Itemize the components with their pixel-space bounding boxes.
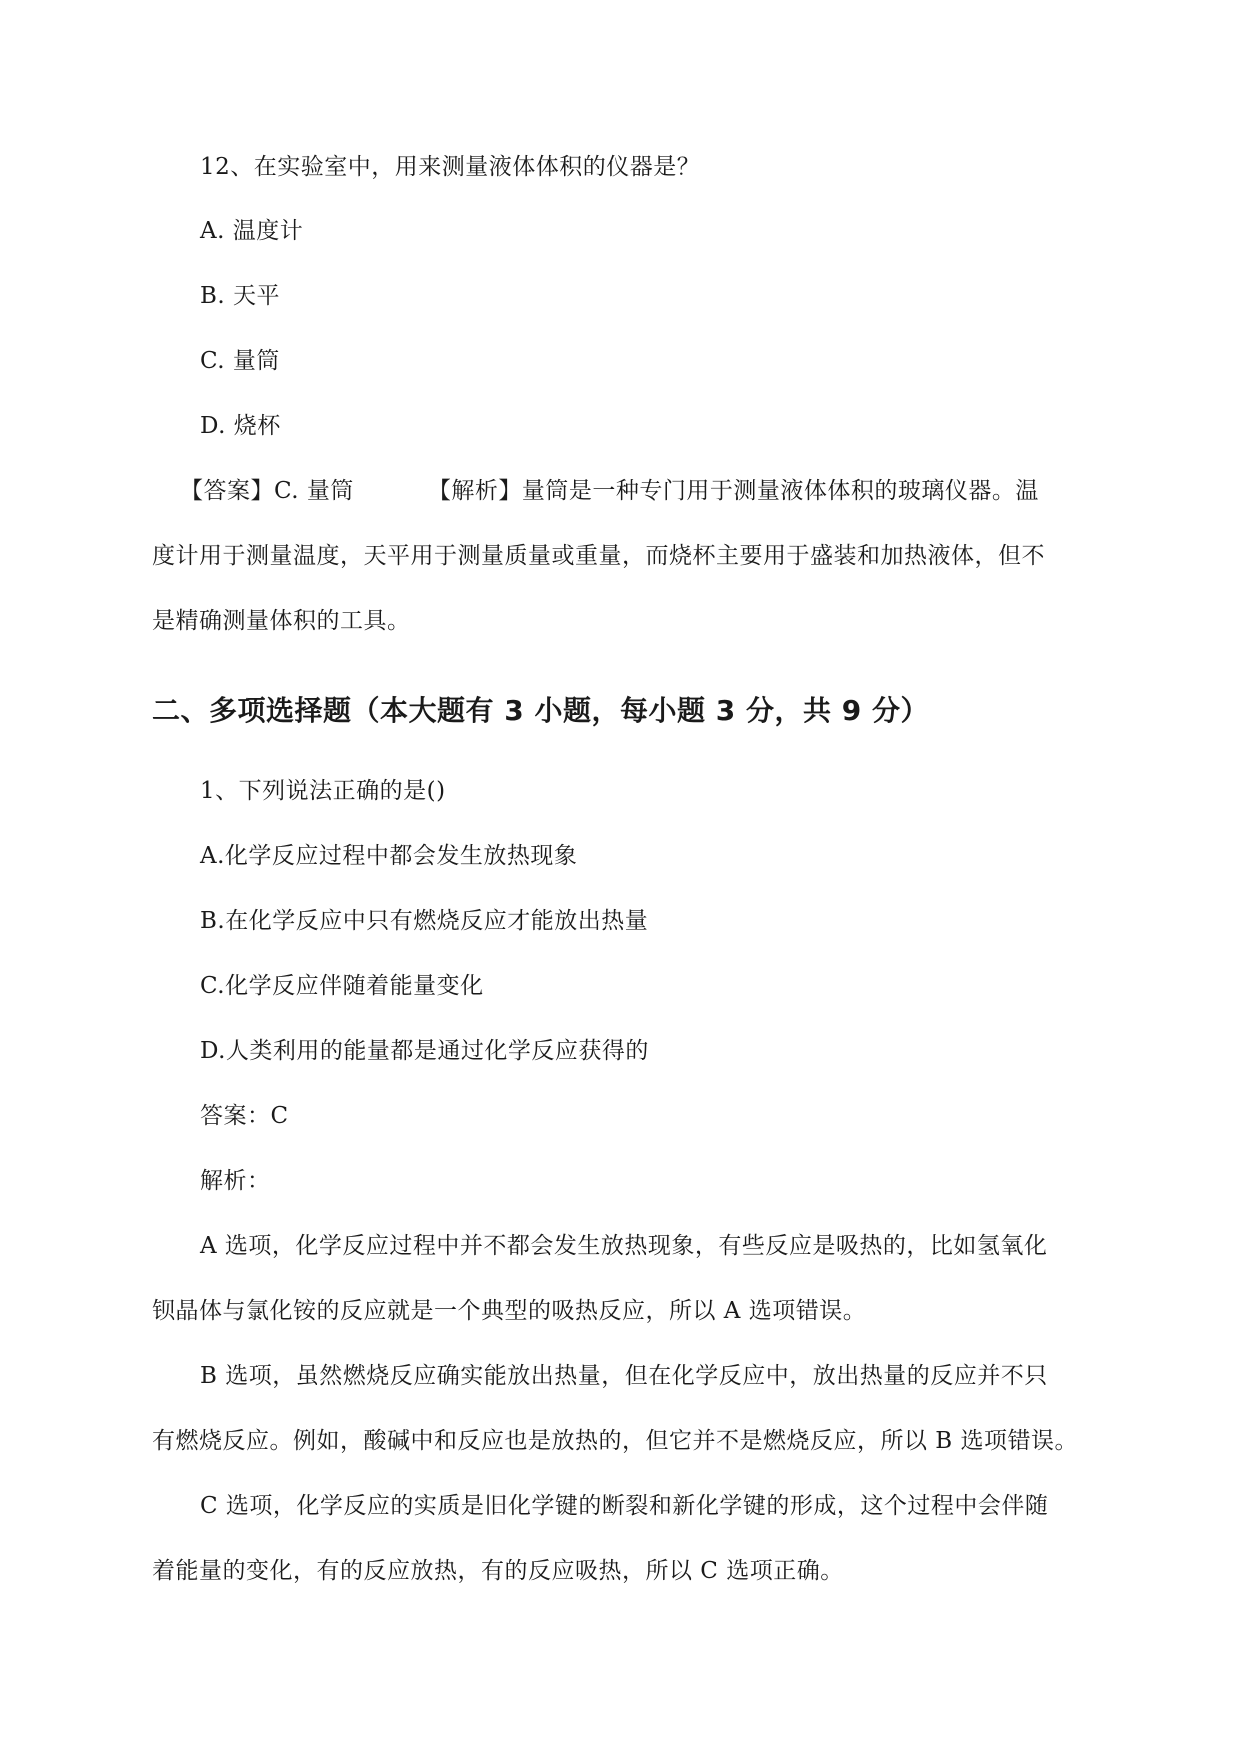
explain-b-line-2: 有燃烧反应。例如，酸碱中和反应也是放热的，但它并不是燃烧反应，所以 B 选项错误。 xyxy=(152,1428,1079,1454)
question-12-analysis-line-2: 度计用于测量温度，天平用于测量质量或重量，而烧杯主要用于盛装和加热液体，但不 xyxy=(152,543,1045,569)
question-12-analysis-line-3: 是精确测量体积的工具。 xyxy=(152,608,411,634)
question-1-answer: 答案：C xyxy=(200,1103,289,1129)
explain-b-line-1: B 选项，虽然燃烧反应确实能放出热量，但在化学反应中，放出热量的反应并不只 xyxy=(200,1363,1048,1389)
question-12-option-a: A. 温度计 xyxy=(200,218,304,244)
question-1-option-d: D.人类利用的能量都是通过化学反应获得的 xyxy=(200,1038,649,1064)
question-1-option-b: B.在化学反应中只有燃烧反应才能放出热量 xyxy=(200,908,649,934)
question-1-analysis-label: 解析： xyxy=(200,1168,271,1194)
explain-a-line-2: 钡晶体与氯化铵的反应就是一个典型的吸热反应，所以 A 选项错误。 xyxy=(152,1298,867,1324)
question-12-stem: 12、在实验室中，用来测量液体体积的仪器是？ xyxy=(200,154,701,180)
question-12-analysis: 【解析】量筒是一种专门用于测量液体体积的玻璃仪器。温 xyxy=(427,478,1039,504)
question-1-option-a: A.化学反应过程中都会发生放热现象 xyxy=(200,843,578,869)
question-12-option-d: D. 烧杯 xyxy=(200,413,281,439)
question-12-option-c: C. 量筒 xyxy=(200,348,280,374)
question-12-answer: 【答案】C. 量筒 xyxy=(180,478,354,504)
section-2-heading: 二、多项选择题（本大题有 3 小题，每小题 3 分，共 9 分） xyxy=(152,694,929,727)
question-1-stem: 1、下列说法正确的是() xyxy=(200,778,446,804)
question-12-answer-analysis xyxy=(180,476,1039,506)
explain-a-line-1: A 选项，化学反应过程中并不都会发生放热现象，有些反应是吸热的，比如氢氧化 xyxy=(200,1233,1048,1259)
question-12-option-b: B. 天平 xyxy=(200,283,281,309)
question-1-option-c: C.化学反应伴随着能量变化 xyxy=(200,973,484,999)
explain-c-line-2: 着能量的变化，有的反应放热，有的反应吸热，所以 C 选项正确。 xyxy=(152,1558,844,1584)
explain-c-line-1: C 选项，化学反应的实质是旧化学键的断裂和新化学键的形成，这个过程中会伴随 xyxy=(200,1493,1049,1519)
